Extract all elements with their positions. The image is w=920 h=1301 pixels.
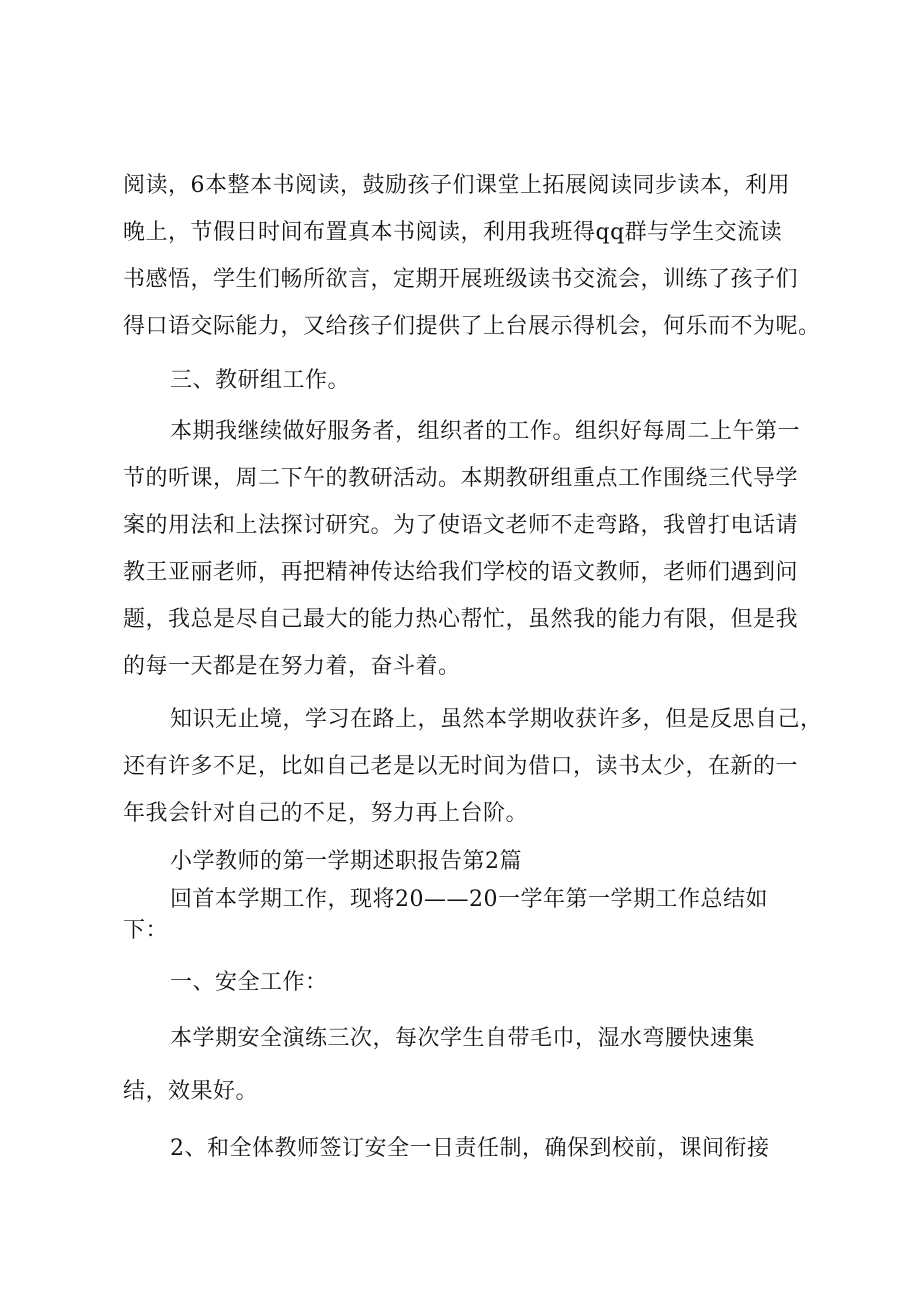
text-line: 得口语交际能力，又给孩子们提供了上台展示得机会，何乐而不为呢。 [123, 314, 821, 339]
article-title: 小学教师的第一学期述职报告第2篇 [170, 849, 522, 874]
text-line: 案的用法和上法探讨研究。为了使语文老师不走弯路，我曾打电话请 [123, 513, 799, 538]
text-line: 节的听课，周二下午的教研活动。本期教研组重点工作围绕三代导学 [123, 466, 799, 491]
section-heading: 三、教研组工作。 [170, 368, 351, 393]
text-line: 下： [123, 918, 169, 943]
text-line: 题，我总是尽自己最大的能力热心帮忙，虽然我的能力有限，但是我 [123, 607, 799, 632]
text-line: 教王亚丽老师，再把精神传达给我们学校的语文教师，老师们遇到问 [123, 560, 799, 585]
text-line: 的每一天都是在努力着，奋斗着。 [123, 654, 461, 679]
section-heading: 一、安全工作： [170, 970, 328, 995]
text-line: 晚上，节假日时间布置真本书阅读，利用我班得qq群与学生交流读 [123, 220, 783, 245]
text-line: 本学期安全演练三次，每次学生自带毛巾，湿水弯腰快速集 [170, 1026, 756, 1051]
text-line: 本期我继续做好服务者，组织者的工作。组织好每周二上午第一 [170, 419, 801, 444]
text-line: 还有许多不足，比如自己老是以无时间为借口，读书太少，在新的一 [123, 754, 799, 779]
text-line: 回首本学期工作，现将20——20一学年第一学期工作总结如 [170, 887, 768, 912]
text-line: 年我会针对自己的不足，努力再上台阶。 [123, 801, 529, 826]
text-line: 阅读，6本整本书阅读，鼓励孩子们课堂上拓展阅读同步读本，利用 [123, 173, 790, 198]
text-line: 2、和全体教师签订安全一日责任制，确保到校前，课间衔接 [170, 1136, 770, 1161]
text-line: 结，效果好。 [123, 1079, 259, 1104]
text-line: 书感悟，学生们畅所欲言，定期开展班级读书交流会，训练了孩子们 [123, 267, 799, 292]
text-line: 知识无止境，学习在路上，虽然本学期收获许多，但是反思自己， [170, 707, 823, 732]
